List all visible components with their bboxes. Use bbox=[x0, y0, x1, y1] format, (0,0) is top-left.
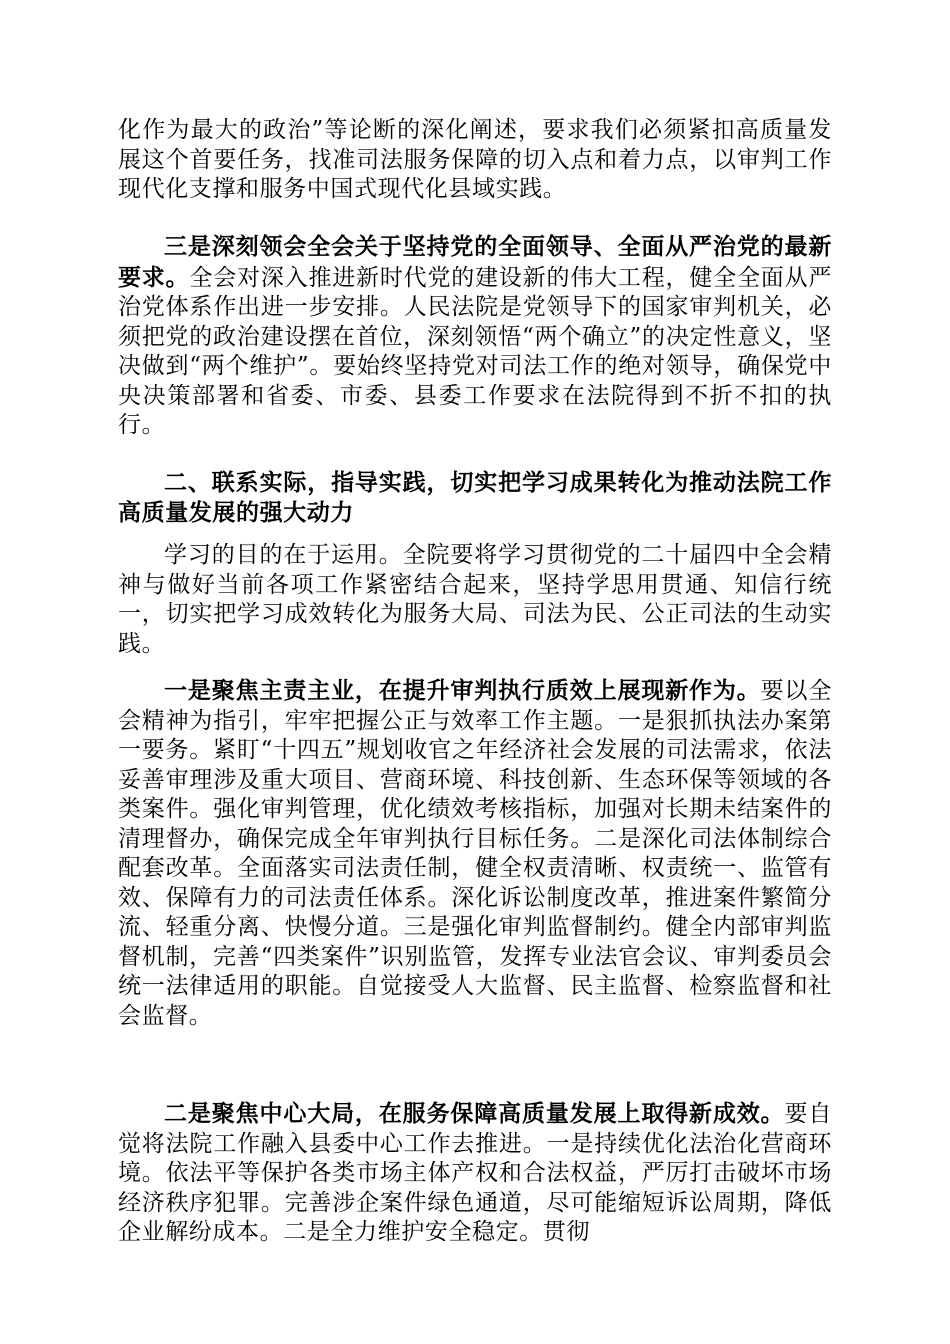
paragraph-party-leadership bbox=[118, 232, 832, 441]
paragraph-text: 化作为最大的政治”等论断的深化阐述，要求我们必须紧扣高质量发展这个首要任务，找准司法服务保障的切入点和着力点，以审判工作现代化支撑和服务中国式现代化县域实践。 bbox=[118, 117, 832, 202]
paragraph-learning-purpose bbox=[118, 541, 832, 659]
paragraph-text: 全会对深入推进新时代党的建设新的伟大工程，健全全面从严治党体系作出进一步安排。人民法院是党领导下的国家审判机关，必须把党的政治建设摆在首位，深刻领悟“两个确立”的决定性意义，坚决做到“两个维护”。要始终坚持党对司法工作的绝对领导，确保党中央决策部署和省委、市委、县委工作要求在法院得到不折不扣的执行。 bbox=[118, 264, 832, 438]
paragraph-lead-bold: 三是深刻领会全会关于坚持党的全面领导、全面从严治党的最新要求。 bbox=[118, 233, 832, 291]
paragraph-text: 学习的目的在于运用。全院要将学习贯彻党的二十届四中全会精神与做好当前各项工作紧密结合起来，坚持学思用贯通、知信行统一，切实把学习成效转化为服务大局、司法为民、公正司法的生动实践。 bbox=[118, 542, 832, 657]
paragraph-lead-bold: 一是聚焦主责主业，在提升审判执行质效上展现新作为。 bbox=[164, 677, 761, 704]
paragraph-text: 要以全会精神为指引，牢牢把握公正与效率工作主题。一是狠抓执法办案第一要务。紧盯“十四五”规划收官之年经济社会发展的司法需求，依法妥善审理涉及重大项目、营商环境、科技创新、生态环保等领域的各类案件。强化审判管理，优化绩效考核指标，加强对长期未结案件的清理督办，确保完成全年审判执行目标任务。二是深化司法体制综合配套改革。全面落实司法责任制，健全权责清晰、权责统一、监管有效、保障有力的司法责任体系。深化诉讼制度改革，推进案件繁简分流、轻重分离、快慢分道。三是强化审判监督制约。健全内部审判监督机制，完善“四类案件”识别监管，发挥专业法官会议、审判委员会统一法律适用的职能。自觉接受人大监督、民主监督、检察监督和社会监督。 bbox=[118, 678, 832, 1029]
paragraph-main-duties bbox=[118, 676, 832, 1031]
paragraph-lead-bold: 二是聚焦中心大局，在服务保障高质量发展上取得新成效。 bbox=[164, 1100, 785, 1127]
paragraph-continuation bbox=[118, 116, 832, 205]
section-heading-2: 二、联系实际，指导实践，切实把学习成果转化为推动法院工作高质量发展的强大动力 bbox=[118, 469, 832, 526]
paragraph-central-work bbox=[118, 1099, 832, 1248]
paragraph-text: 要自觉将法院工作融入县委中心工作去推进。一是持续优化法治化营商环境。依法平等保护各类市场主体产权和合法权益，严厉打击破坏市场经济秩序犯罪。完善涉企案件绿色通道，尽可能缩短诉讼周期，降低企业解纷成本。二是全力维护安全稳定。贯彻 bbox=[118, 1101, 832, 1245]
